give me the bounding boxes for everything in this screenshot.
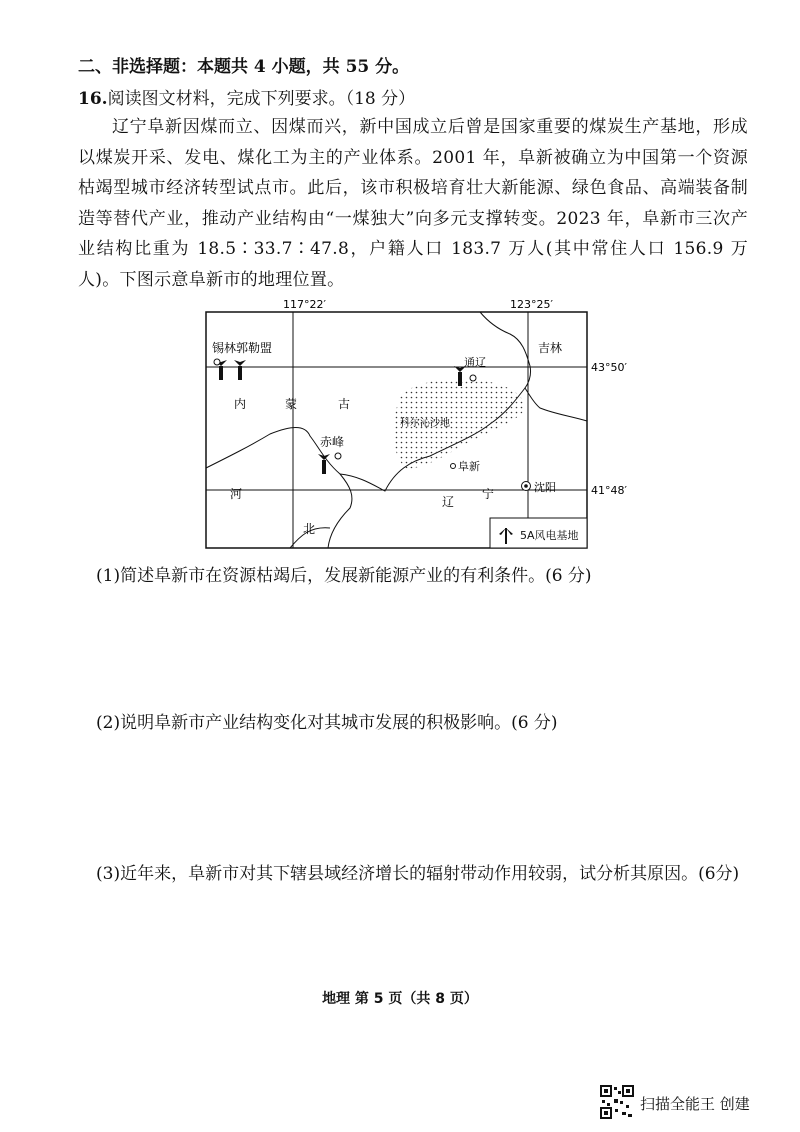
tongliao-city-marker [470, 375, 476, 381]
sub-question-3: (3)近年来，阜新市对其下辖县域经济增长的辐射带动作用较弱，试分析其原因。(6分) [96, 864, 740, 884]
scanner-watermark: 扫描全能王 创建 [640, 1095, 750, 1113]
place-tongliao: 通辽 [464, 356, 486, 369]
region-gu: 古 [338, 397, 351, 411]
chifeng-city-marker [335, 453, 341, 459]
page-footer: 地理 第 5 页（共 8 页） [322, 991, 478, 1007]
question-prompt: 阅读图文材料，完成下列要求。（18 分） [107, 89, 416, 109]
legend-label: 5A风电基地 [520, 529, 579, 542]
lon-label-123: 123°25′ [510, 298, 553, 311]
location-map [190, 296, 650, 556]
lat-label-43: 43°50′ [591, 361, 627, 374]
region-he: 河 [230, 487, 243, 501]
sub-question-2: (2)说明阜新市产业结构变化对其城市发展的积极影响。(6 分) [96, 713, 558, 733]
fuxin-city-marker [451, 464, 456, 469]
material-paragraph: 辽宁阜新因煤而立、因煤而兴，新中国成立后曾是国家重要的煤炭生产基地，形成以煤炭开采、发电、煤化工为主的产业体系。2001 年，阜新被确立为中国第一个资源枯竭型城市经济转型试点市。此后，该市积极培育壮大新能源、绿色食品、高端装备制造等替代产业，推动产业结构由“一煤独大”向多元支撑转变。2023 年，阜新市三次产业结构比重为 18.5∶33.7∶47.8，户籍人口 183.7 万人(其中常住人口 156.9 万人)。下图示意阜新市的地理位置。 [78, 117, 748, 290]
region-bei: 北 [303, 522, 316, 536]
place-fuxin: 阜新 [458, 460, 480, 473]
region-nei: 内 [234, 397, 247, 411]
section-title: 二、非选择题：本题共 4 小题，共 55 分。 [78, 57, 410, 77]
lat-label-41: 41°48′ [591, 484, 627, 497]
region-ning: 宁 [482, 487, 495, 501]
question-header [78, 84, 415, 109]
lon-label-117: 117°22′ [283, 298, 326, 311]
region-liao: 辽 [442, 495, 455, 509]
place-shenyang: 沈阳 [534, 481, 556, 494]
sub-question-1: (1)简述阜新市在资源枯竭后，发展新能源产业的有利条件。(6 分) [96, 566, 592, 586]
place-keerqin: 科尔沁沙地 [400, 418, 450, 429]
xilin-city-marker [214, 359, 220, 365]
place-chifeng: 赤峰 [320, 435, 345, 449]
question-number: 16. [78, 89, 108, 109]
place-jilin: 吉林 [538, 341, 563, 355]
qr-code-icon [600, 1085, 634, 1119]
region-meng: 蒙 [285, 397, 298, 411]
place-xilinguole: 锡林郭勒盟 [212, 341, 273, 355]
